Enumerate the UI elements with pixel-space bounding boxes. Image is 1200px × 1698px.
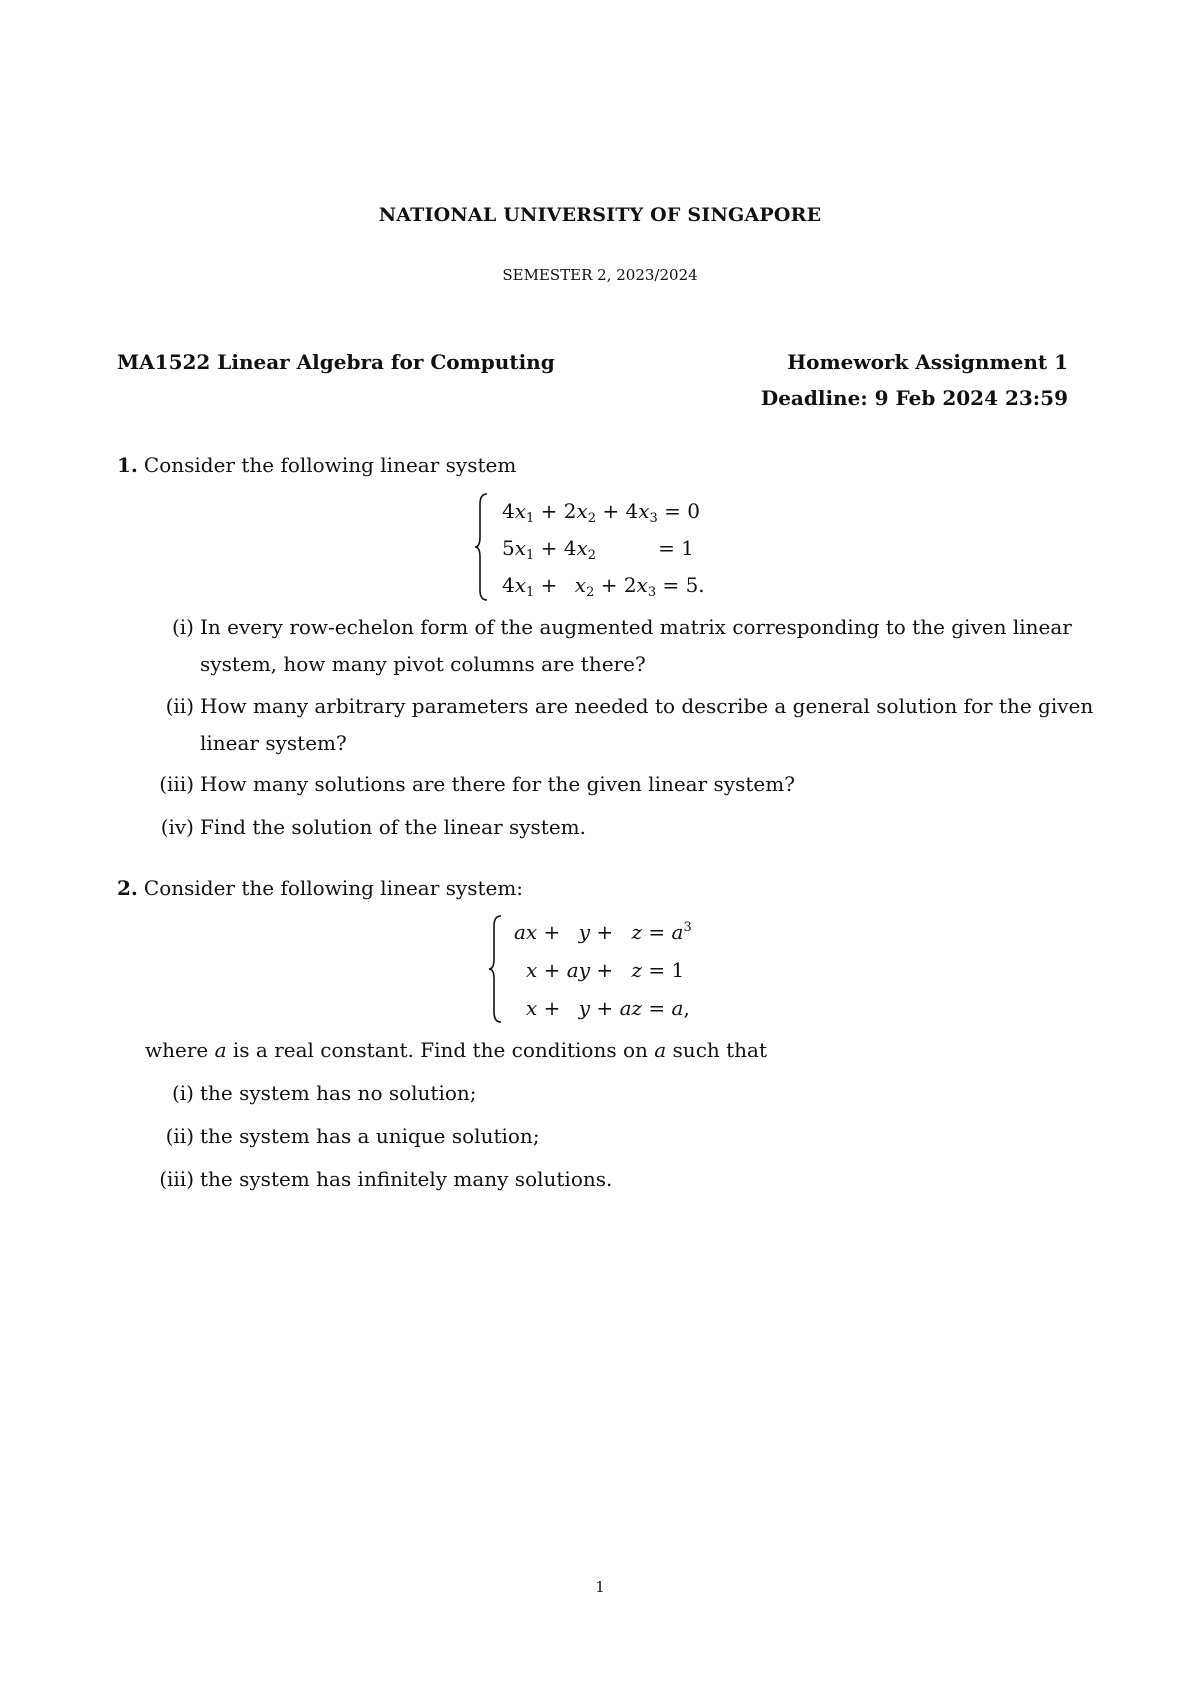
part-text: the system has a unique solution; <box>200 1124 540 1148</box>
part-text: Find the solution of the linear system. <box>200 815 587 839</box>
part-text-line-2: linear system? <box>200 731 347 755</box>
part-label: (i) <box>171 615 194 639</box>
part-text-line-2: system, how many pivot columns are there? <box>200 652 646 676</box>
left-brace-icon <box>488 914 504 1024</box>
q2-equation-3: x + y + az = a, <box>526 996 690 1020</box>
part-label: (iii) <box>159 1167 194 1191</box>
variable-a: a <box>214 1038 227 1062</box>
q2-equation-1: ax + $y + z = a^3$ <box>514 920 692 944</box>
part-text: the system has no solution; <box>200 1081 477 1105</box>
part-text: the system has infinitely many solutions. <box>200 1167 613 1191</box>
q1-equation-1: $4x_1 + 2x_2 + 4x_3 = 0$ <box>502 499 701 526</box>
question-1-intro <box>117 453 516 477</box>
part-text-line-1: How many arbitrary parameters are needed to describe a general solution for the given <box>200 694 1094 718</box>
part-label: (iv) <box>160 815 194 839</box>
semester: SEMESTER 2, 2023/2024 <box>502 266 698 284</box>
left-brace-icon <box>474 492 490 602</box>
part-text-line-1: In every row-echelon form of the augmented matrix corresponding to the given linear <box>200 615 1072 639</box>
deadline: Deadline: 9 Feb 2024 23:59 <box>760 386 1068 410</box>
condition-text: where <box>145 1038 209 1062</box>
part-label: (ii) <box>165 1124 194 1148</box>
question-2-intro <box>117 876 523 900</box>
part-label: (iii) <box>159 772 194 796</box>
page-number: 1 <box>595 1578 605 1596</box>
question-text: Consider the following linear system: <box>143 876 524 900</box>
course-title: MA1522 Linear Algebra for Computing <box>117 350 555 374</box>
variable-a: a <box>654 1038 667 1062</box>
q1-equation-2: $5x_1 + 4x_2 = 1$ <box>502 536 694 563</box>
question-number: 2. <box>117 876 138 900</box>
assignment-title: Homework Assignment 1 <box>787 350 1068 374</box>
question-number: 1. <box>117 453 138 477</box>
university-name: NATIONAL UNIVERSITY OF SINGAPORE <box>378 204 822 226</box>
q2-equation-2: x + ay + z = 1 <box>526 958 685 982</box>
part-label: (ii) <box>165 694 194 718</box>
part-text: How many solutions are there for the given linear system? <box>200 772 795 796</box>
q2-condition <box>145 1038 767 1062</box>
condition-text: is a real constant. Find the conditions on <box>232 1038 648 1062</box>
condition-text: such that <box>672 1038 768 1062</box>
question-text: Consider the following linear system <box>143 453 517 477</box>
q1-equation-3: $4x_1 + x_2 + 2x_3 = 5$. <box>502 573 705 600</box>
part-label: (i) <box>171 1081 194 1105</box>
